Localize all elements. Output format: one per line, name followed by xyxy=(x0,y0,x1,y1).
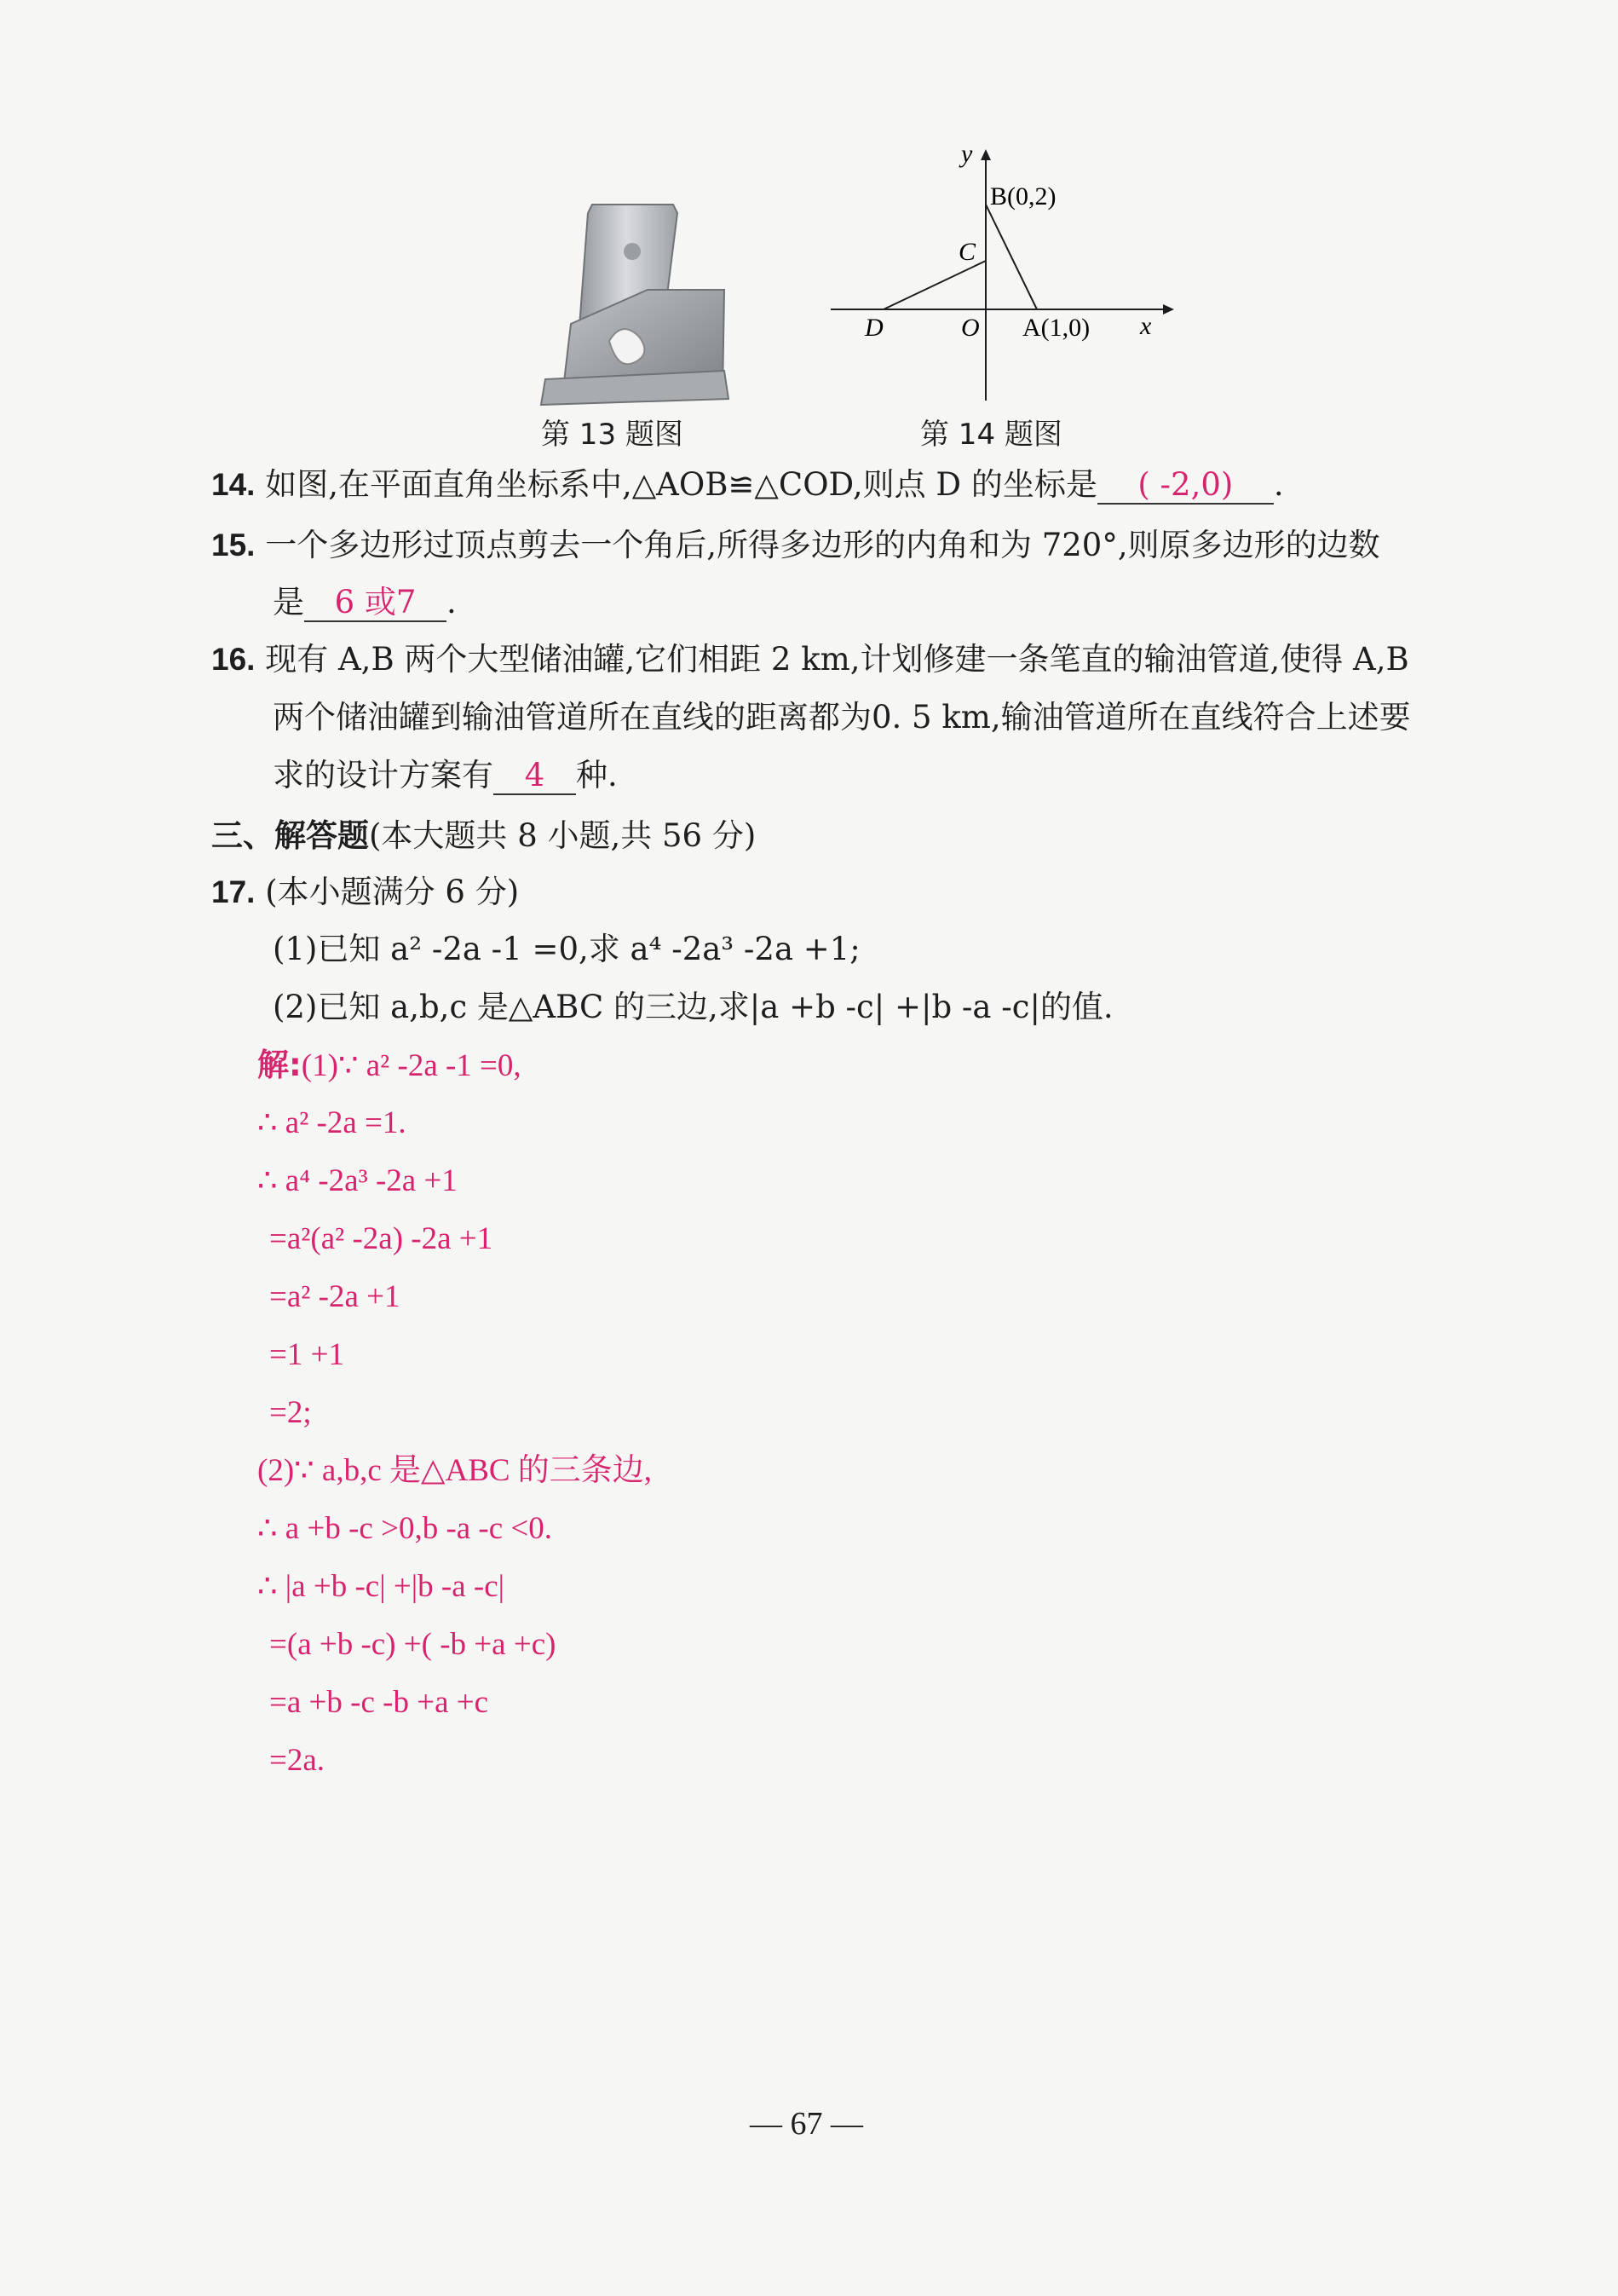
y-axis-arrow xyxy=(981,149,991,160)
solution-line-2: ∴ a⁴ -2a³ -2a +1 xyxy=(257,1163,458,1198)
question-15-line2 xyxy=(273,582,457,623)
question-end: . xyxy=(1273,466,1284,503)
solution-line-5: =1 +1 xyxy=(269,1337,344,1372)
question-text: 两个储油罐到输油管道所在直线的距离都为0. 5 km,输油管道所在直线符合上述要 xyxy=(273,699,1411,736)
solution-line-0 xyxy=(257,1045,521,1087)
figure-13 xyxy=(528,196,809,409)
solution-text: (1)∵ a² -2a -1 =0, xyxy=(301,1048,521,1083)
section-title: 三、解答题 xyxy=(211,816,369,854)
question-17-part2: (2)已知 a,b,c 是△ABC 的三边,求|a +b -c| +|b -a -c|的值. xyxy=(273,989,1114,1025)
page-number: — 67 — xyxy=(750,2106,863,2142)
answer-blank: 4 xyxy=(493,758,576,795)
solution-line-12: =2a. xyxy=(269,1743,325,1778)
label-d: D xyxy=(865,314,884,342)
label-c: C xyxy=(959,238,976,266)
label-x: x xyxy=(1140,312,1152,340)
question-text: 如图,在平面直角坐标系中,△AOB≌△COD,则点 D 的坐标是 xyxy=(265,466,1097,503)
question-text: 求的设计方案有 xyxy=(273,757,493,793)
segment-ba xyxy=(986,205,1037,309)
question-16-line1 xyxy=(211,639,1409,680)
question-text: 是 xyxy=(273,584,304,620)
solution-line-9: ∴ |a +b -c| +|b -a -c| xyxy=(257,1569,505,1604)
solution-line-10: =(a +b -c) +( -b +a +c) xyxy=(269,1627,556,1662)
segment-dc xyxy=(884,261,986,309)
section-note: (本大题共 8 小题,共 56 分) xyxy=(369,817,757,854)
question-text: 现有 A,B 两个大型储油罐,它们相距 2 km,计划修建一条笔直的输油管道,使得 A,B xyxy=(265,641,1409,678)
figure-14-caption: 第 14 题图 xyxy=(920,418,1062,452)
solution-line-11: =a +b -c -b +a +c xyxy=(269,1685,489,1720)
label-a: A(1,0) xyxy=(1022,314,1091,342)
figure-14 xyxy=(818,136,1176,409)
label-o: O xyxy=(961,314,980,342)
question-number: 15. xyxy=(211,528,256,562)
solution-line-6: =2; xyxy=(269,1395,312,1430)
question-15-line1 xyxy=(211,525,1380,566)
label-y: y xyxy=(961,140,973,168)
question-note: (本小题满分 6 分) xyxy=(265,874,520,910)
question-number: 14. xyxy=(211,467,256,502)
coordinate-diagram xyxy=(818,136,1176,409)
label-b: B(0,2) xyxy=(990,182,1057,211)
phone-stand-image xyxy=(528,196,809,409)
answer-blank: ( -2,0) xyxy=(1097,467,1274,505)
figure-13-caption: 第 13 题图 xyxy=(541,418,683,452)
question-text-end: 种. xyxy=(576,757,618,793)
question-14 xyxy=(211,464,1284,505)
question-end: . xyxy=(446,584,457,620)
question-number: 16. xyxy=(211,642,256,677)
x-axis-arrow xyxy=(1163,304,1174,314)
section-heading xyxy=(211,815,756,857)
solution-line-4: =a² -2a +1 xyxy=(269,1279,400,1314)
solution-line-8: ∴ a +b -c >0,b -a -c <0. xyxy=(257,1511,553,1546)
question-number: 17. xyxy=(211,874,256,909)
solution-line-3: =a²(a² -2a) -2a +1 xyxy=(269,1221,493,1256)
question-16-line2 xyxy=(273,697,1411,738)
solution-line-7: (2)∵ a,b,c 是△ABC 的三条边, xyxy=(257,1453,653,1488)
solution-line-1: ∴ a² -2a =1. xyxy=(257,1105,406,1140)
answer-blank: 6 或7 xyxy=(304,585,446,622)
question-17 xyxy=(211,872,519,913)
solution-label: 解: xyxy=(257,1047,302,1083)
question-17-part1: (1)已知 a² -2a -1 =0,求 a⁴ -2a³ -2a +1; xyxy=(273,931,861,967)
question-16-line3 xyxy=(273,755,618,796)
question-text: 一个多边形过顶点剪去一个角后,所得多边形的内角和为 720°,则原多边形的边数 xyxy=(265,527,1380,563)
